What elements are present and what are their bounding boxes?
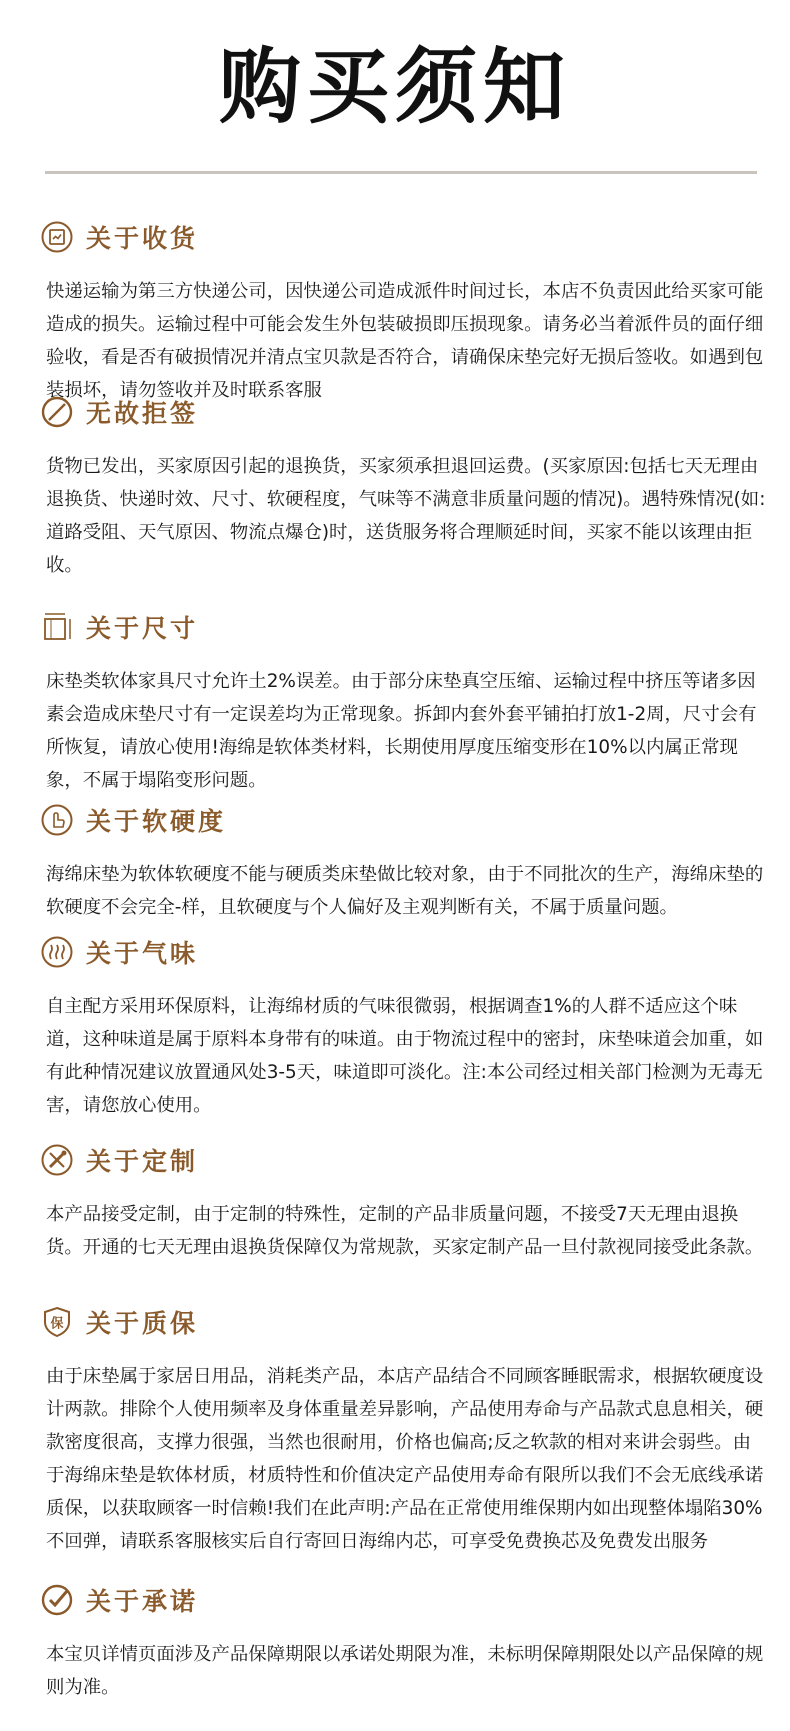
section-title: 关于尺寸 bbox=[86, 614, 199, 643]
section-header bbox=[40, 1580, 198, 1620]
section-header bbox=[40, 932, 198, 972]
shield-bao-icon bbox=[40, 1305, 74, 1339]
section-body: 货物已发出，买家原因引起的退换货，买家须承担退回运费。(买家原因:包括七天无理由退换货、快递时效、尺寸、软硬程度，气味等不满意非质量问题的情况)。遇特殊情况(如:道路受阻、天气原因、物流点爆仓)时，送货服务将合理顺延时间，买家不能以该理由拒收。 bbox=[46, 456, 766, 576]
odor-icon bbox=[40, 935, 74, 969]
prohibited-icon bbox=[40, 395, 74, 429]
section-title: 关于收货 bbox=[86, 224, 199, 253]
section-title: 关于气味 bbox=[86, 939, 199, 968]
section-title: 关于承诺 bbox=[86, 1587, 199, 1616]
section-header bbox=[40, 1140, 198, 1180]
title-divider bbox=[45, 171, 757, 174]
section-body: 快递运输为第三方快递公司，因快递公司造成派件时间过长，本店不负责因此给买家可能造成的损失。运输过程中可能会发生外包装破损即压损现象。请务必当着派件员的面仔细验收，看是否有破损情况并清点宝贝款是否符合，请确保床垫完好无损后签收。如遇到包装损坏，请勿签收并及时联系客服 bbox=[46, 281, 764, 401]
svg-text:保: 保 bbox=[50, 1316, 64, 1332]
section-body: 本宝贝详情页面涉及产品保障期限以承诺处期限为准，未标明保障期限处以产品保障的规则为准。 bbox=[46, 1644, 764, 1698]
page-title: 购买须知 bbox=[218, 40, 571, 135]
section-body: 床垫类软体家具尺寸允许土2%误差。由于部分床垫真空压缩、运输过程中挤压等诸多因素会造成床垫尺寸有一定误差均为正常现象。拆卸内套外套平铺拍打放1-2周，尺寸会有所恢复，请放心使用!海绵是软体类材料，长期使用厚度压缩变形在10%以内属正常现象，不属于塌陷变形问题。 bbox=[46, 671, 757, 791]
receipt-icon bbox=[40, 220, 74, 254]
section-header bbox=[40, 607, 198, 647]
section-body: 本产品接受定制，由于定制的特殊性，定制的产品非质量问题，不接受7天无理由退换货。开通的七天无理由退换货保障仅为常规款，买家定制产品一旦付款视同接受此条款。 bbox=[46, 1204, 764, 1258]
section-header bbox=[40, 217, 198, 257]
section-title: 无故拒签 bbox=[86, 399, 199, 428]
check-circle-icon bbox=[40, 1583, 74, 1617]
section-title: 关于定制 bbox=[86, 1147, 199, 1176]
section-title: 关于软硬度 bbox=[86, 807, 227, 836]
section-body: 自主配方采用环保原料，让海绵材质的气味很微弱，根据调查1%的人群不适应这个味道，这种味道是属于原料本身带有的味道。由于物流过程中的密封，床垫味道会加重，如有此种情况建议放置通风处3-5天，味道即可淡化。注:本公司经过相关部门检测为无毒无害，请您放心使用。 bbox=[46, 996, 764, 1116]
hand-press-icon bbox=[40, 803, 74, 837]
section-header bbox=[40, 1302, 198, 1342]
section-header bbox=[40, 800, 226, 840]
section-body: 由于床垫属于家居日用品，消耗类产品，本店产品结合不同顾客睡眠需求，根据软硬度设计两款。排除个人使用频率及身体重量差异影响，产品使用寿命与产品款式息息相关，硬款密度很高，支撑力很强，当然也很耐用，价格也偏高;反之软款的相对来讲会弱些。由于海绵床垫是软体材质，材质特性和价值决定产品使用寿命有限所以我们不会无底线承诺质保，以获取顾客一时信赖!我们在此声明:产品在正常使用维保期内如出现整体塌陷30%不回弹，请联系客服核实后自行寄回日海绵内芯，可享受免费换芯及免费发出服务 bbox=[46, 1366, 764, 1552]
section-header bbox=[40, 392, 198, 432]
section-body: 海绵床垫为软体软硬度不能与硬质类床垫做比较对象，由于不同批次的生产，海绵床垫的软硬度不会完全-样，且软硬度与个人偏好及主观判断有关，不属于质量问题。 bbox=[46, 864, 764, 918]
dimensions-icon bbox=[40, 610, 74, 644]
section-title: 关于质保 bbox=[86, 1309, 199, 1338]
tools-icon bbox=[40, 1143, 74, 1177]
